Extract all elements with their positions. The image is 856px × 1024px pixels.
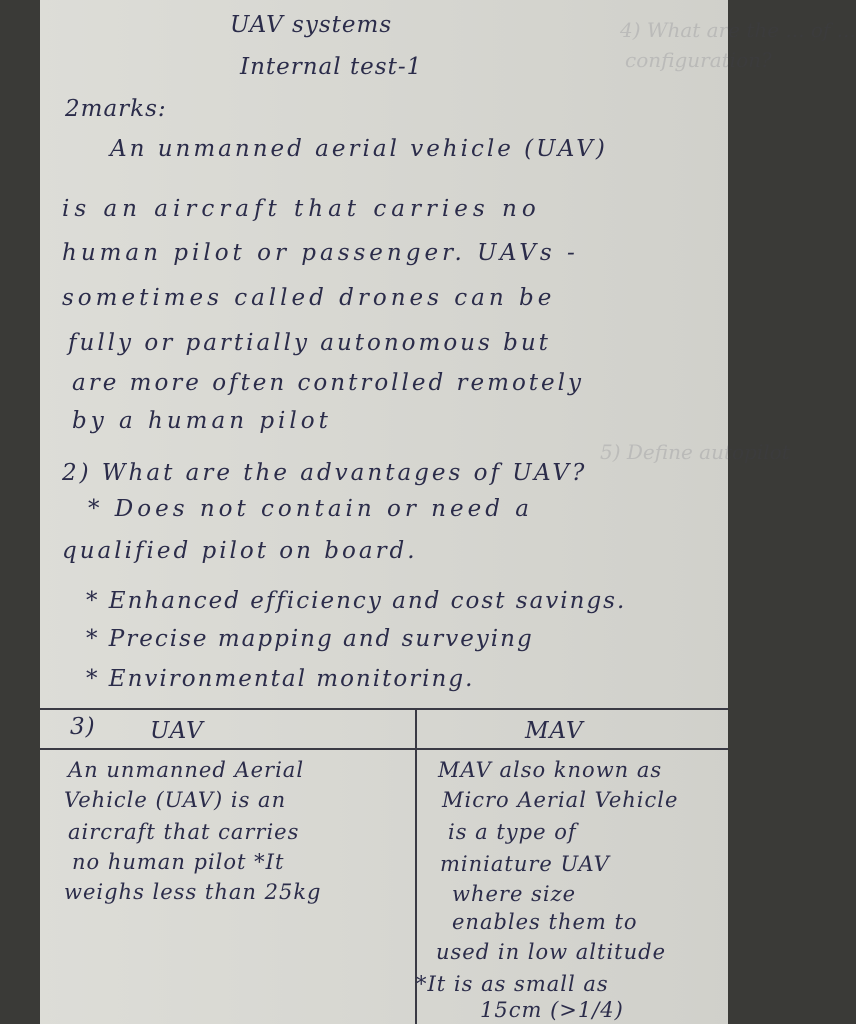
question-heading: 2) What are the advantages of UAV? bbox=[62, 460, 588, 486]
answer-line: sometimes called drones can be bbox=[62, 285, 556, 311]
mav-definition-line: where size bbox=[452, 882, 577, 906]
uav-definition-line: An unmanned Aerial bbox=[68, 758, 305, 782]
uav-definition-line: Vehicle (UAV) is an bbox=[64, 788, 287, 812]
mav-definition-line: 15cm (>1/4) bbox=[480, 998, 624, 1022]
mav-definition-line: used in low altitude bbox=[436, 940, 666, 964]
advantage-point: qualified pilot on board. bbox=[62, 538, 418, 564]
answer-line: is an aircraft that carries no bbox=[62, 196, 541, 222]
table-header-uav: UAV bbox=[150, 718, 204, 744]
page-title: UAV systems bbox=[230, 12, 393, 38]
advantage-point: * Does not contain or need a bbox=[88, 496, 533, 522]
question-number: 3) bbox=[70, 714, 96, 740]
mav-definition-line: enables them to bbox=[452, 910, 638, 934]
uav-definition-line: aircraft that carries bbox=[68, 820, 300, 844]
uav-definition-line: weighs less than 25kg bbox=[64, 880, 322, 904]
notebook-page bbox=[40, 0, 856, 1024]
answer-line: fully or partially autonomous but bbox=[68, 330, 551, 356]
answer-line: human pilot or passenger. UAVs - bbox=[62, 240, 579, 266]
mav-definition-line: is a type of bbox=[448, 820, 577, 844]
bleed-through-text: 4) What are the ... of ... bbox=[620, 18, 856, 42]
answer-line: by a human pilot bbox=[72, 408, 332, 434]
mav-definition-line: *It is as small as bbox=[416, 972, 609, 996]
bleed-through-text: configuration? bbox=[625, 48, 772, 72]
advantage-point: * Environmental monitoring. bbox=[86, 666, 475, 692]
advantage-point: * Precise mapping and surveying bbox=[86, 626, 534, 652]
mav-definition-line: miniature UAV bbox=[440, 852, 610, 876]
mav-definition-line: Micro Aerial Vehicle bbox=[442, 788, 679, 812]
answer-line: An unmanned aerial vehicle (UAV) bbox=[110, 136, 608, 162]
table-header-mav: MAV bbox=[525, 718, 584, 744]
table-top-rule bbox=[40, 708, 728, 710]
answer-line: are more often controlled remotely bbox=[72, 370, 584, 396]
advantage-point: * Enhanced efficiency and cost savings. bbox=[86, 588, 627, 614]
bleed-through-text: 5) Define autopilot bbox=[600, 440, 790, 464]
uav-definition-line: no human pilot *It bbox=[72, 850, 285, 874]
mav-definition-line: MAV also known as bbox=[438, 758, 663, 782]
table-header-rule bbox=[40, 748, 728, 750]
section-label: 2marks: bbox=[65, 96, 167, 122]
page-subtitle: Internal test-1 bbox=[240, 54, 423, 80]
